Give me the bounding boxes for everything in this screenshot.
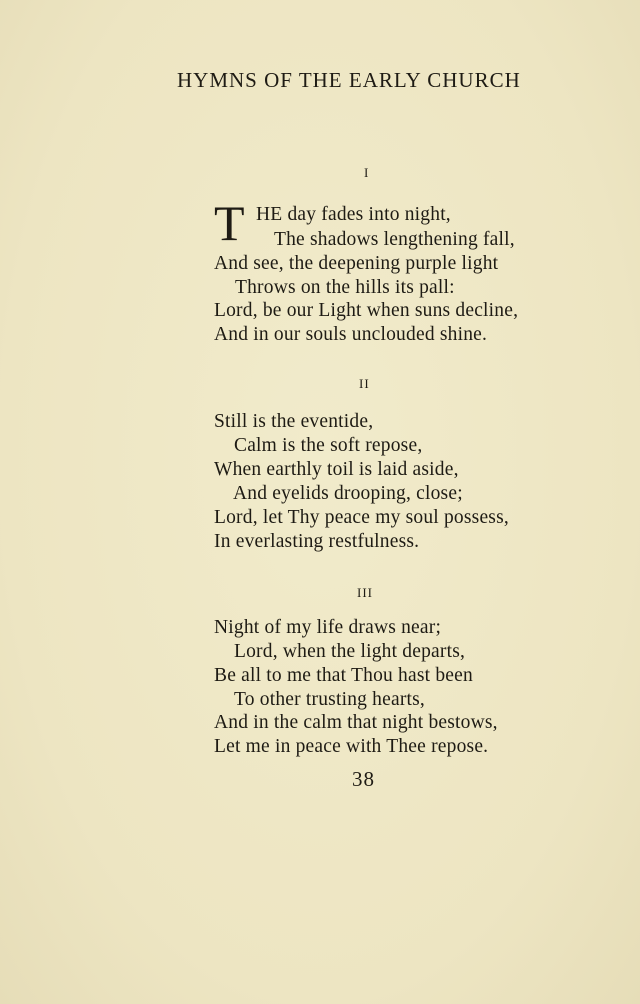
stanza-3-line-5: And in the calm that night bestows, xyxy=(214,712,498,733)
stanza-3-line-3: Be all to me that Thou hast been xyxy=(214,665,473,686)
stanza-1-line-2: The shadows lengthening fall, xyxy=(274,229,515,250)
stanza-3-line-6: Let me in peace with Thee repose. xyxy=(214,736,489,757)
stanza-2-line-1: Still is the eventide, xyxy=(214,411,374,432)
stanza-3-line-1: Night of my life draws near; xyxy=(214,617,442,638)
stanza-1-line-6: And in our souls unclouded shine. xyxy=(214,324,488,345)
stanza-number-1: I xyxy=(364,165,370,180)
stanza-2-line-2: Calm is the soft repose, xyxy=(234,435,423,456)
running-head: HYMNS OF THE EARLY CHURCH xyxy=(177,68,521,92)
stanza-number-2: II xyxy=(359,376,370,391)
stanza-1-line-4: Throws on the hills its pall: xyxy=(235,277,455,298)
page-number: 38 xyxy=(352,767,375,791)
stanza-1-line-1: HE day fades into night, xyxy=(256,204,451,225)
stanza-number-3: III xyxy=(357,585,373,600)
stanza-3-line-4: To other trusting hearts, xyxy=(234,689,426,710)
stanza-2-line-6: In everlasting restfulness. xyxy=(214,531,420,552)
stanza-3-line-2: Lord, when the light departs, xyxy=(234,641,466,662)
stanza-2-line-3: When earthly toil is laid aside, xyxy=(214,459,459,480)
stanza-2-line-5: Lord, let Thy peace my soul possess, xyxy=(214,507,509,528)
stanza-1-line-5: Lord, be our Light when suns decline, xyxy=(214,300,519,321)
drop-cap: T xyxy=(214,195,245,251)
stanza-2-line-4: And eyelids drooping, close; xyxy=(233,483,463,504)
stanza-1-line-3: And see, the deepening purple light xyxy=(214,253,499,274)
